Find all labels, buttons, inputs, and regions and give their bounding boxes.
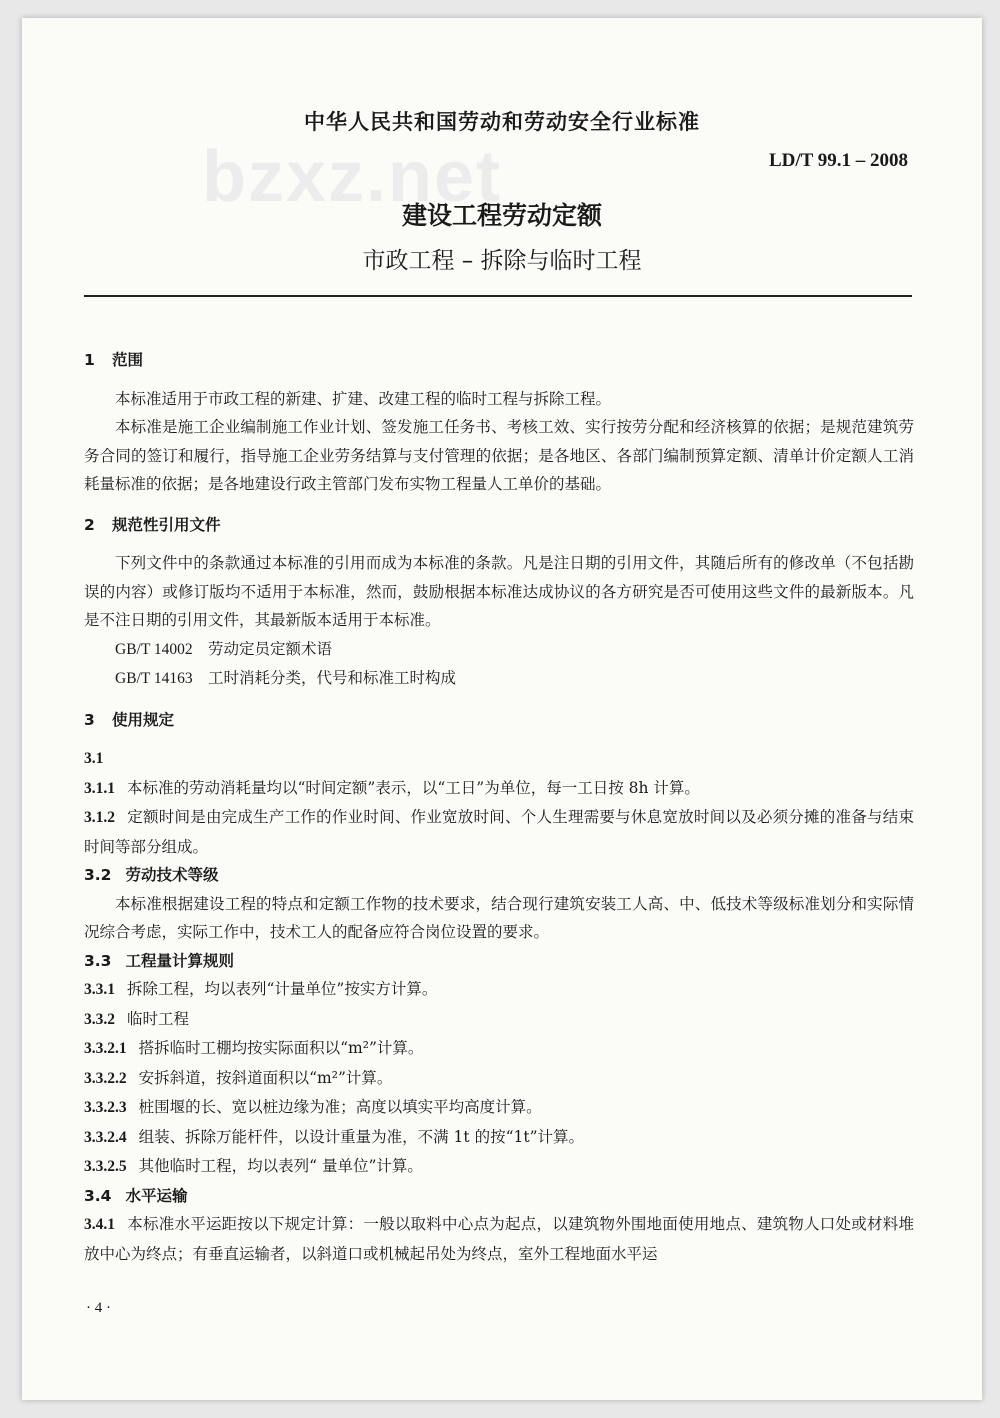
clause-number: 3.4 [84,1186,112,1205]
subsection-title: 劳动技术等级 [125,866,219,884]
watermark: bzxz.net [202,137,503,217]
section-heading-scope [84,346,914,375]
standard-code: LD/T 99.1 – 2008 [768,150,908,171]
clause-text: 拆除工程，均以表列“计量单位”按实方计算。 [127,980,438,998]
clause-3-4-1 [84,1210,914,1268]
clause-3-3-1 [84,975,914,1005]
clause-text: 搭拆临时工棚均按实际面积以“m²”计算。 [138,1039,424,1057]
clause-3-3-2-3 [84,1093,914,1123]
clause-3-1-2 [84,803,914,861]
clause-3-3-2-2 [84,1064,914,1094]
main-title: 建设工程劳动定额 [401,201,602,230]
document-body [84,342,914,1268]
reference-item [84,635,914,665]
clause-number: 3.4.1 [84,1216,115,1233]
clause-number: 3.3.2.4 [84,1128,127,1146]
clause-number: 3.1 [84,750,104,767]
clause-text: 桩围堰的长、宽以桩边缘为准；高度以填实平均高度计算。 [138,1098,542,1116]
section-heading-usage-rules [84,706,914,735]
clause-text: 组装、拆除万能杆件，以设计重量为准，不满 1t 的按“1t”计算。 [138,1127,585,1146]
reference-item [84,664,914,694]
clause-3-3-2-1 [84,1034,914,1064]
clause-number: 3.3.2 [84,1010,115,1028]
section-number: 3 [84,710,95,729]
subsection-heading-skill-grades [84,861,914,890]
title-divider [84,295,912,297]
clause-text: 临时工程 [127,1009,190,1028]
clause-3-1 [84,744,914,774]
clause-3-1-1 [84,774,914,804]
reference-title: 劳动定员定额术语 [208,639,333,658]
clause-3-3-2-4 [84,1123,914,1153]
clause-text: 安拆斜道，按斜道面积以“m²”计算。 [138,1068,393,1087]
section-title: 范围 [112,351,144,369]
clause-number: 3.3.2.2 [84,1069,127,1087]
section-number: 2 [84,515,95,534]
section-number: 1 [84,351,95,369]
clause-number: 3.3 [84,951,112,970]
subsection-heading-quantity-rules [84,947,914,976]
subsection-title: 工程量计算规则 [125,951,234,970]
clause-number: 3.3.2.3 [84,1099,127,1116]
paragraph: 本标准根据建设工程的特点和定额工作物的技术要求，结合现行建筑安装工人高、中、低技术等级标准划分和实际情况综合考虑，实际工作中，技术工人的配备应符合岗位设置的要求。 [84,894,914,941]
reference-title: 工时消耗分类，代号和标准工时构成 [208,669,457,687]
section-title: 规范性引用文件 [112,515,221,534]
clause-3-3-2 [84,1005,914,1035]
page-number: · 4 · [86,1300,111,1316]
clause-number: 3.3.2.5 [84,1158,127,1175]
subsection-title: 水平运输 [125,1186,188,1205]
clause-number: 3.3.2.1 [84,1040,127,1057]
clause-number: 3.3.1 [84,981,115,998]
clause-text: 定额时间是由完成生产工作的作业时间、作业宽放时间、个人生理需要与休息宽放时间以及必须分摊的准备与结束时间等部分组成。 [84,808,914,856]
clause-number: 3.1.1 [84,779,115,797]
org-title: 中华人民共和国劳动和劳动安全行业标准 [304,110,700,134]
clause-number: 3.2 [84,866,112,884]
section-heading-normative-references [84,511,914,540]
paragraph: 本标准适用于市政工程的新建、扩建、改建工程的临时工程与拆除工程。 [115,389,612,408]
reference-code: GB/T 14002 [115,640,193,658]
clause-text: 本标准水平运距按以下规定计算：一般以取料中心点为起点，以建筑物外围地面使用地点、建筑物人口处或材料堆放中心为终点；有垂直运输者，以斜道口或机械起吊处为终点，室外工程地面水平运 [84,1215,914,1263]
document-page [22,18,982,1400]
reference-code: GB/T 14163 [115,670,193,687]
subsection-heading-horizontal-transport [84,1182,914,1211]
sub-title: 市政工程 – 拆除与临时工程 [362,248,642,274]
clause-text: 其他临时工程，均以表列“ 量单位”计算。 [138,1157,423,1175]
section-title: 使用规定 [112,710,175,729]
clause-3-3-2-5 [84,1152,914,1182]
paragraph: 本标准是施工企业编制施工作业计划、签发施工任务书、考核工效、实行按劳分配和经济核算的依据；是规范建筑劳务合同的签订和履行，指导施工企业劳务结算与支付管理的依据；是各地区、各部门编制预算定额、清单计价定额人工消耗量标准的依据；是各地建设行政主管部门发布实物工程量人工单价的基础。 [84,418,914,493]
clause-text: 本标准的劳动消耗量均以“时间定额”表示，以“工日”为单位，每一工日按 8h 计算。 [127,778,700,797]
paragraph: 下列文件中的条款通过本标准的引用而成为本标准的条款。凡是注日期的引用文件，其随后所有的修改单（不包括勘误的内容）或修订版均不适用于本标准，然而，鼓励根据本标准达成协议的各方研究是否可使用这些文件的最新版本。凡是不注日期的引用文件，其最新版本适用于本标准。 [84,554,914,629]
clause-number: 3.1.2 [84,809,115,826]
